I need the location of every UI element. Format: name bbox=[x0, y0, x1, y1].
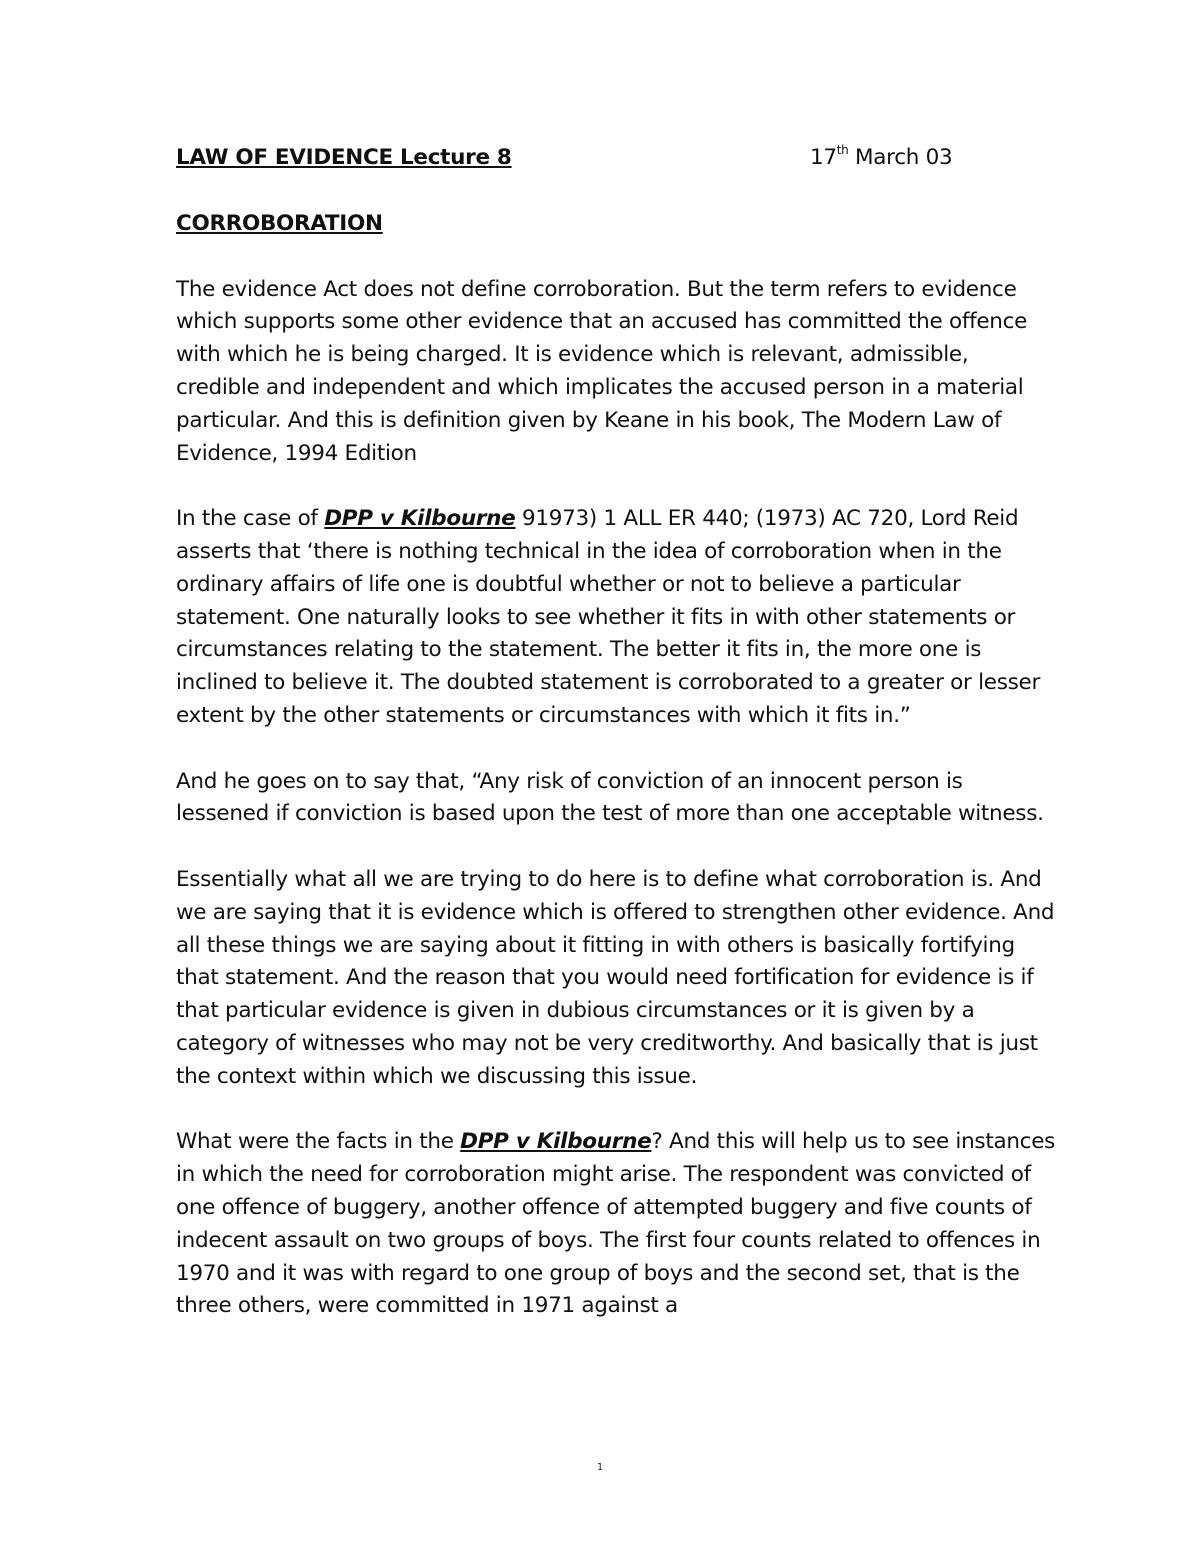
document-header bbox=[176, 142, 1056, 175]
paragraph-definition: The evidence Act does not define corroboration. But the term refers to evidence which supports some other evidence that an accused has committed the offence with which he is being charged. It is evidence which is relevant, admissible, credible and independent and which implicates the accused person in a material particular. And this is definition given by Keane in his book, The Modern Law of Evidence, 1994 Edition bbox=[176, 276, 1028, 466]
document-date bbox=[810, 142, 952, 175]
document-body bbox=[176, 142, 1056, 1323]
paragraph-risk-of-conviction: And he goes on to say that, “Any risk of conviction of an innocent person is lessened if conviction is based upon the test of more than one acceptable witness. bbox=[176, 768, 1044, 827]
paragraph-text: What were the facts in the bbox=[176, 1129, 461, 1155]
date-suffix: th bbox=[836, 142, 849, 157]
date-day: 17 bbox=[810, 145, 837, 170]
date-month-year: March 03 bbox=[848, 145, 953, 170]
case-reference: DPP v Kilbourne bbox=[460, 1129, 652, 1155]
page-number: 1 bbox=[596, 1462, 604, 1473]
paragraph-text: ? And this will help us to see instances in which the need for corroboration might arise. The respondent was convicted of one offence of buggery, another offence of attempted buggery and five counts of indecent assault on two groups of boys. The first four counts related to offences in 1970 and it was with regard to one group of boys and the second set, that is the three others, were committed in 1971 against a bbox=[176, 1129, 1056, 1319]
paragraph-text: 91973) 1 ALL ER 440; (1973) AC 720, Lord Reid asserts that ‘there is nothing technical in the idea of corroboration when in the ordinary affairs of life one is doubtful whether or not to believe a particular statement. One naturally looks to see whether it fits in with other statements or circumstances relating to the statement. The better it fits in, the more one is inclined to believe it. The doubted statement is corroborated to a greater or lesser extent by the other statements or circumstances with which it fits in.” bbox=[176, 506, 1040, 728]
paragraph-essentially: Essentially what all we are trying to do here is to define what corroboration is. And we are saying that it is evidence which is offered to strengthen other evidence. And all these things we are saying about it fitting in with others is basically fortifying that statement. And the reason that you would need fortification for evidence is if that particular evidence is given in dubious circumstances or it is given by a category of witnesses who may not be very creditworthy. And basically that is just the context within which we discussing this issue. bbox=[176, 866, 1055, 1089]
paragraph-kilbourne-quote bbox=[176, 503, 1056, 733]
case-reference: DPP v Kilbourne bbox=[324, 506, 516, 532]
paragraph-facts bbox=[176, 1126, 1056, 1323]
document-title: LAW OF EVIDENCE Lecture 8 bbox=[176, 145, 512, 170]
paragraph-text: In the case of bbox=[176, 506, 325, 532]
section-heading: CORROBORATION bbox=[176, 211, 383, 236]
